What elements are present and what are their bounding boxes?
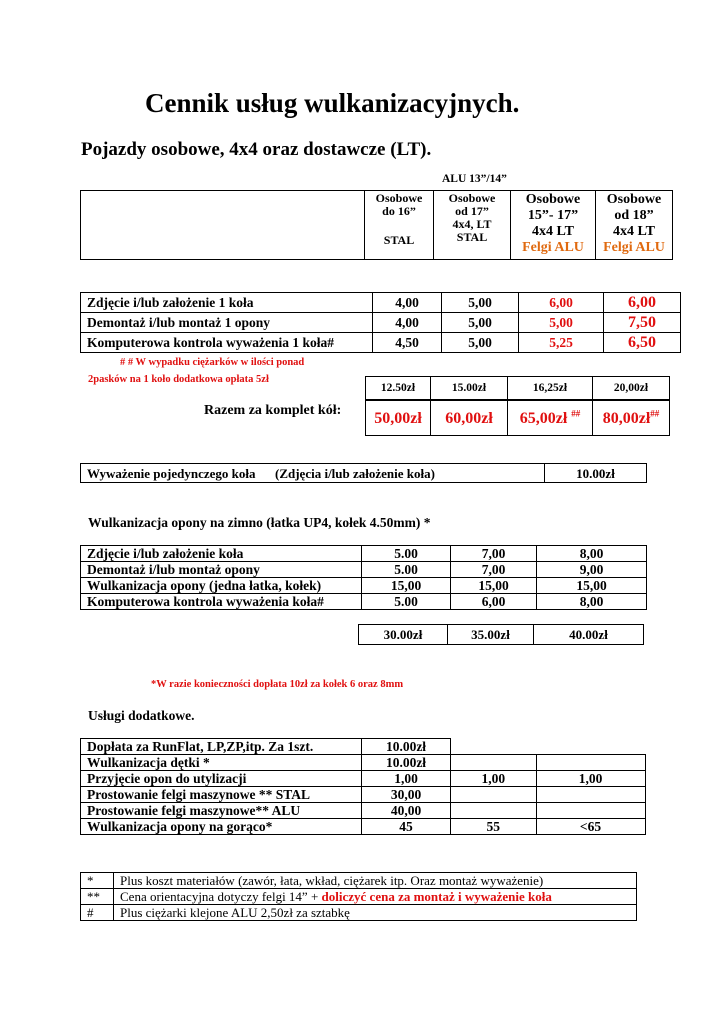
table-row — [81, 873, 637, 889]
table-row — [81, 562, 647, 578]
price-cell: 8,00 — [537, 546, 647, 562]
price-cell: 6,00 — [519, 293, 604, 313]
price-cell: 7,00 — [451, 546, 537, 562]
header-col-2 — [434, 191, 511, 260]
price-cell — [536, 803, 645, 819]
footnote-key: # — [81, 905, 114, 921]
header-col-4 — [596, 191, 673, 260]
price-cell: 40,00 — [362, 803, 451, 819]
service-name: Zdjęcie i/lub założenie koła — [81, 546, 362, 562]
header-table — [80, 190, 673, 260]
service-name: Wulkanizacja opony na gorąco* — [81, 819, 362, 835]
set-total-cell — [593, 401, 670, 436]
footnote-highlight: doliczyć cena za montaż i wyważenie koła — [321, 889, 552, 904]
header-col-3-line: Osobowe — [525, 192, 581, 207]
price-cell: 5,25 — [519, 333, 604, 353]
service-name: Przyjęcie opon do utylizacji — [81, 771, 362, 787]
table-row — [81, 546, 647, 562]
cold-totals-table — [358, 624, 644, 645]
small-totals-table — [365, 376, 670, 400]
header-col-4-line: Osobowe — [606, 192, 662, 207]
header-col-3 — [511, 191, 596, 260]
table-row — [81, 464, 647, 483]
weights-note-line-1: # # W wypadku ciężarków w ilości ponad — [120, 357, 305, 368]
service-name: Komputerowa kontrola wyważenia koła# — [81, 594, 362, 610]
header-col-1-line: Osobowe — [375, 191, 423, 205]
header-col-4-line: 4x4 LT — [613, 224, 655, 239]
cold-note: *W razie konieczności dopłata 10zł za kołek 6 oraz 8mm — [151, 679, 404, 690]
price-cell: 4,50 — [373, 333, 442, 353]
footnote-text-main: Cena orientacyjna dotyczy felgi 14” + — [120, 889, 322, 904]
extra-section-title: Usługi dodatkowe. — [88, 708, 195, 723]
price-cell: 6,50 — [604, 333, 681, 353]
set-total-mark: ## — [650, 408, 660, 419]
price-cell — [451, 755, 537, 771]
services-table — [80, 292, 681, 353]
service-name: Dopłata za RunFlat, LP,ZP,itp. Za 1szt. — [81, 739, 362, 755]
price-cell: 30,00 — [362, 787, 451, 803]
balancing-table — [80, 463, 647, 483]
service-name: Prostowanie felgi maszynowe ** STAL — [81, 787, 362, 803]
table-row — [81, 578, 647, 594]
set-total-value: 50,00zł — [374, 409, 422, 427]
total-cell: 20,00zł — [593, 377, 670, 400]
table-row — [81, 739, 646, 755]
table-row — [366, 377, 670, 400]
price-cell: 4,00 — [373, 293, 442, 313]
set-total-value: 60,00zł — [445, 409, 493, 427]
service-name: Demontaż i/lub montaż opony — [81, 562, 362, 578]
footnote-text — [114, 905, 637, 921]
set-total-value: 80,00zł — [602, 409, 651, 427]
header-empty-cell — [81, 191, 365, 260]
price-cell: 1,00 — [362, 771, 451, 787]
price-cell: 9,00 — [537, 562, 647, 578]
price-cell — [536, 755, 645, 771]
service-name: Zdjęcie i/lub założenie 1 koła — [81, 293, 373, 313]
total-cell: 16,25zł — [508, 377, 593, 400]
price-cell: 5.00 — [362, 594, 451, 610]
price-cell: 4,00 — [373, 313, 442, 333]
footnote-text-main: Plus ciężarki klejone ALU 2,50zł za sztabkę — [120, 905, 350, 920]
table-row — [81, 755, 646, 771]
footnote-key: * — [81, 873, 114, 889]
table-row — [81, 293, 681, 313]
header-col-4-rim-type: Felgi ALU — [603, 240, 665, 255]
table-row — [359, 625, 644, 645]
header-col-2-line: od 17” — [455, 204, 489, 218]
table-row — [81, 905, 637, 921]
set-total-value: 65,00zł — [519, 409, 568, 427]
service-name: Prostowanie felgi maszynowe** ALU — [81, 803, 362, 819]
table-row — [81, 819, 646, 835]
price-cell: 45 — [362, 819, 451, 835]
price-cell — [536, 787, 645, 803]
price-cell — [451, 803, 537, 819]
service-name: Wulkanizacja opony (jedna łatka, kołek) — [81, 578, 362, 594]
total-cell: 40.00zł — [534, 625, 644, 645]
set-total-cell — [508, 401, 593, 436]
footnotes-table — [80, 872, 637, 921]
cold-section-title: Wulkanizacja opony na zimno (łatka UP4, kołek 4.50mm) * — [88, 515, 431, 530]
table-row — [81, 787, 646, 803]
set-total-mark: ## — [571, 408, 581, 419]
header-col-1-line — [367, 218, 431, 231]
header-col-2-line: Osobowe — [448, 191, 496, 205]
footnote-text — [114, 873, 637, 889]
footnote-text — [114, 889, 637, 905]
cold-table — [80, 545, 647, 610]
table-row — [81, 771, 646, 787]
price-cell: 5.00 — [362, 546, 451, 562]
header-col-3-line: 15”- 17” — [527, 208, 579, 223]
price-cell: 6,00 — [604, 293, 681, 313]
balancing-label: Wyważenie pojedynczego koła (Zdjęcia i/lub założenie koła) — [81, 464, 545, 483]
set-total-label: Razem za komplet kół: — [204, 403, 342, 418]
weights-note-line-2: 2pasków na 1 koło dodatkowa opłata 5zł — [88, 374, 269, 385]
header-col-2-line: STAL — [456, 230, 488, 244]
big-totals-table — [365, 400, 670, 436]
extra-table — [80, 738, 646, 835]
price-cell: 5.00 — [362, 562, 451, 578]
page-subtitle: Pojazdy osobowe, 4x4 oraz dostawcze (LT). — [81, 139, 432, 160]
table-row — [81, 803, 646, 819]
total-cell: 12.50zł — [366, 377, 431, 400]
price-cell: 15,00 — [451, 578, 537, 594]
header-col-1 — [365, 191, 434, 260]
service-name: Demontaż i/lub montaż 1 opony — [81, 313, 373, 333]
table-row — [366, 401, 670, 436]
price-cell: 10.00zł — [362, 755, 451, 771]
footnote-key: ** — [81, 889, 114, 905]
header-col-3-rim-type: Felgi ALU — [522, 240, 584, 255]
table-row — [81, 594, 647, 610]
price-cell: 8,00 — [537, 594, 647, 610]
price-cell: 5,00 — [519, 313, 604, 333]
page-title: Cennik usług wulkanizacyjnych. — [145, 88, 520, 118]
price-cell: 55 — [451, 819, 537, 835]
total-cell: 15.00zł — [431, 377, 508, 400]
header-col-1-line: do 16” — [382, 204, 416, 218]
price-cell: 5,00 — [442, 333, 519, 353]
header-col-1-line: STAL — [383, 233, 415, 247]
table-row — [81, 333, 681, 353]
price-cell: 5,00 — [442, 313, 519, 333]
header-col-3-line: 4x4 LT — [532, 224, 574, 239]
price-cell: 5,00 — [442, 293, 519, 313]
table-row — [81, 313, 681, 333]
price-cell — [451, 739, 537, 755]
price-cell: <65 — [536, 819, 645, 835]
total-cell: 35.00zł — [448, 625, 534, 645]
header-col-2-line: 4x4, LT — [452, 217, 492, 231]
balancing-price: 10.00zł — [545, 464, 647, 483]
price-cell: 7,00 — [451, 562, 537, 578]
price-cell: 15,00 — [362, 578, 451, 594]
price-cell: 7,50 — [604, 313, 681, 333]
price-cell: 10.00zł — [362, 739, 451, 755]
footnote-text-main: Plus koszt materiałów (zawór, łata, wkład, ciężarek itp. Oraz montaż wyważenie) — [120, 873, 544, 888]
table-row — [81, 889, 637, 905]
alu-header-label: ALU 13”/14” — [442, 173, 507, 185]
price-cell: 6,00 — [451, 594, 537, 610]
price-cell: 15,00 — [537, 578, 647, 594]
price-cell: 1,00 — [451, 771, 537, 787]
price-cell: 1,00 — [536, 771, 645, 787]
set-total-cell — [431, 401, 508, 436]
total-cell: 30.00zł — [359, 625, 448, 645]
price-cell — [536, 739, 645, 755]
service-name: Wulkanizacja dętki * — [81, 755, 362, 771]
set-total-cell — [366, 401, 431, 436]
service-name: Komputerowa kontrola wyważenia 1 koła# — [81, 333, 373, 353]
header-col-4-line: od 18” — [614, 208, 654, 223]
price-cell — [451, 787, 537, 803]
